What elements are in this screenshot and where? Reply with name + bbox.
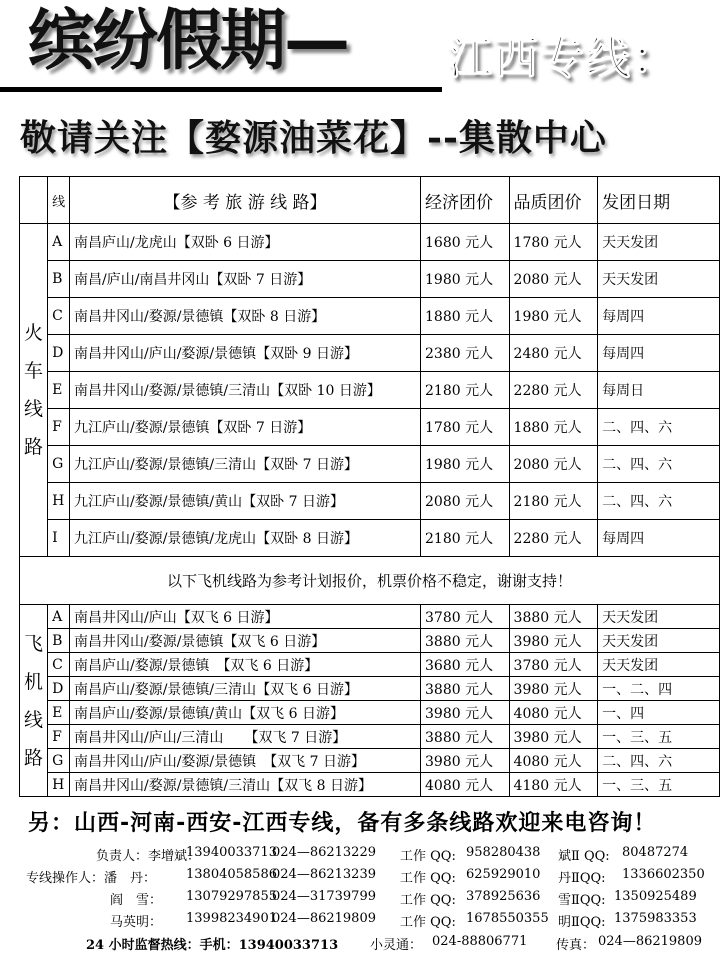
contact-qq2: 1336602350: [622, 867, 705, 882]
contact-phone: 024—86213239: [272, 867, 376, 882]
contact-mobile: 13940033713: [186, 845, 277, 860]
row-route: 南昌庐山/婺源/景德镇/黄山【双飞 6 日游】: [69, 701, 420, 725]
row-route: 南昌庐山/龙虎山【双卧 6 日游】: [69, 224, 420, 261]
row-route: 南昌井冈山/婺源/景德镇【双飞 6 日游】: [69, 629, 420, 653]
row-id: I: [48, 520, 70, 557]
row-economy: 3880 元人: [421, 629, 510, 653]
row-route: 九江庐山/婺源/景德镇/龙虎山【双卧 8 日游】: [69, 520, 420, 557]
row-date: 一、三、五: [598, 725, 720, 749]
contact-qq2: 80487274: [622, 845, 689, 860]
table-header-row: [20, 177, 720, 224]
row-date: 二、四、六: [598, 749, 720, 773]
row-quality: 2480 元人: [509, 335, 598, 372]
train-group-char: 火: [24, 322, 44, 344]
table-row: [20, 335, 720, 372]
table-row: [20, 749, 720, 773]
table-row: [20, 605, 720, 629]
row-date: 二、四、六: [598, 446, 720, 483]
row-economy: 2080 元人: [421, 483, 510, 520]
contact-qq2-label: 明ⅡQQ:: [558, 915, 606, 930]
table-row: [20, 773, 720, 797]
row-economy: 1980 元人: [421, 261, 510, 298]
row-economy: 3880 元人: [421, 677, 510, 701]
row-date: 一、三、五: [598, 773, 720, 797]
row-quality: 1780 元人: [509, 224, 598, 261]
row-quality: 3980 元人: [509, 725, 598, 749]
contact-mobile: 13804058586: [186, 867, 277, 882]
row-id: C: [48, 653, 70, 677]
header-quality: 品质团价: [509, 177, 598, 224]
row-id: A: [48, 224, 70, 261]
train-group-char: 线: [24, 398, 44, 420]
row-economy: 1780 元人: [421, 409, 510, 446]
row-economy: 2180 元人: [421, 372, 510, 409]
row-quality: 2080 元人: [509, 446, 598, 483]
row-quality: 1880 元人: [509, 409, 598, 446]
header-group-cell: [20, 177, 48, 224]
contact-mobile: 13998234901: [186, 911, 277, 926]
table-row: [20, 701, 720, 725]
row-quality: 4080 元人: [509, 749, 598, 773]
row-id: E: [48, 701, 70, 725]
train-group-label: [20, 224, 48, 557]
row-route: 南昌庐山/婺源/景德镇 【双飞 6 日游】: [69, 653, 420, 677]
hotline-label: 24 小时监督热线：手机：13940033713: [86, 938, 339, 953]
contact-qq: 378925636: [466, 889, 541, 904]
row-date: 每周四: [598, 335, 720, 372]
title-main: [28, 2, 348, 80]
contact-label: 负责人：李增斌：: [96, 849, 201, 864]
row-id: B: [48, 261, 70, 298]
row-id: D: [48, 677, 70, 701]
header-departure: 发团日期: [598, 177, 720, 224]
row-id: H: [48, 483, 70, 520]
contact-phone: 024—31739799: [272, 889, 376, 904]
row-economy: 3780 元人: [421, 605, 510, 629]
contact-qq-label: 工作 QQ:: [400, 915, 456, 930]
contact-qq-label: 工作 QQ:: [400, 871, 456, 886]
row-economy: 3880 元人: [421, 725, 510, 749]
table-row: [20, 372, 720, 409]
row-date: 每周日: [598, 372, 720, 409]
contact-phone: 024—86219809: [272, 911, 376, 926]
plane-group-char: 线: [24, 708, 44, 731]
row-economy: 3980 元人: [421, 749, 510, 773]
table-row: [20, 629, 720, 653]
row-route: 南昌井冈山/庐山/三清山 【双飞 7 日游】: [69, 725, 420, 749]
table-row: [20, 725, 720, 749]
header-route: 【参 考 旅 游 线 路】: [69, 177, 420, 224]
contact-qq: 958280438: [466, 845, 541, 860]
row-economy: 1880 元人: [421, 298, 510, 335]
row-route: 九江庐山/婺源/景德镇【双卧 7 日游】: [69, 409, 420, 446]
row-route: 南昌井冈山/庐山【双飞 6 日游】: [69, 605, 420, 629]
row-quality: 3980 元人: [509, 629, 598, 653]
table-row: [20, 677, 720, 701]
row-date: 天天发团: [598, 224, 720, 261]
row-route: 南昌井冈山/庐山/婺源/景德镇 【双飞 7 日游】: [69, 749, 420, 773]
row-quality: 2080 元人: [509, 261, 598, 298]
row-route: 九江庐山/婺源/景德镇/黄山【双卧 7 日游】: [69, 483, 420, 520]
row-quality: 1980 元人: [509, 298, 598, 335]
contact-qq-label: 工作 QQ:: [400, 893, 456, 908]
plane-group-char: 路: [24, 746, 44, 769]
row-route: 南昌井冈山/婺源/景德镇/三清山【双飞 8 日游】: [69, 773, 420, 797]
header-line: 线: [48, 177, 70, 224]
pager-number: 024-88806771: [432, 934, 528, 949]
row-quality: 3980 元人: [509, 677, 598, 701]
row-economy: 4080 元人: [421, 773, 510, 797]
fax-number: 024—86219809: [598, 934, 702, 949]
row-economy: 1680 元人: [421, 224, 510, 261]
table-row: [20, 224, 720, 261]
row-route: 九江庐山/婺源/景德镇/三清山【双卧 7 日游】: [69, 446, 420, 483]
row-economy: 3980 元人: [421, 701, 510, 725]
row-id: G: [48, 749, 70, 773]
train-group-char: 车: [24, 360, 44, 382]
table-row: [20, 409, 720, 446]
contact-qq: 1678550355: [466, 911, 549, 926]
row-id: A: [48, 605, 70, 629]
row-id: F: [48, 409, 70, 446]
row-route: 南昌/庐山/南昌井冈山【双卧 7 日游】: [69, 261, 420, 298]
row-date: 天天发团: [598, 629, 720, 653]
fax-label: 传真：: [556, 938, 596, 953]
row-quality: 4080 元人: [509, 701, 598, 725]
row-economy: 2180 元人: [421, 520, 510, 557]
pager-label: 小灵通：: [370, 938, 423, 953]
subtitle: 敬请关注【婺源油菜花】--集散中心: [20, 117, 607, 159]
table-row: [20, 483, 720, 520]
row-quality: 2280 元人: [509, 372, 598, 409]
table-row: [20, 298, 720, 335]
table-row: [20, 520, 720, 557]
extra-routes-line: 另：山西-河南-西安-江西专线，备有多条线路欢迎来电咨询！: [28, 811, 657, 836]
contact-mobile: 13079297855: [186, 889, 277, 904]
row-quality: 3780 元人: [509, 653, 598, 677]
row-route: 南昌井冈山/婺源/景德镇【双卧 8 日游】: [69, 298, 420, 335]
row-date: 一、四: [598, 701, 720, 725]
row-id: E: [48, 372, 70, 409]
header-economy: 经济团价: [421, 177, 510, 224]
row-date: 天天发团: [598, 261, 720, 298]
row-quality: 4180 元人: [509, 773, 598, 797]
row-date: 天天发团: [598, 653, 720, 677]
contact-qq2: 1375983353: [614, 911, 697, 926]
contact-label: 马英明：: [110, 915, 163, 930]
contact-qq2-label: 雪ⅡQQ:: [558, 893, 606, 908]
row-id: H: [48, 773, 70, 797]
note-row: [20, 557, 720, 605]
contact-label: 专线操作人：潘 丹：: [26, 871, 157, 886]
row-id: F: [48, 725, 70, 749]
row-economy: 1980 元人: [421, 446, 510, 483]
route-table: [19, 176, 720, 797]
contact-qq2-label: 斌Ⅱ QQ:: [558, 849, 610, 864]
row-id: C: [48, 298, 70, 335]
row-route: 南昌井冈山/婺源/景德镇/三清山【双卧 10 日游】: [69, 372, 420, 409]
title-dash: —: [284, 2, 348, 79]
contact-qq: 625929010: [466, 867, 541, 882]
table-row: [20, 446, 720, 483]
row-date: 每周四: [598, 298, 720, 335]
row-date: 二、四、六: [598, 409, 720, 446]
row-route: 南昌庐山/婺源/景德镇/三清山【双飞 6 日游】: [69, 677, 420, 701]
row-quality: 2180 元人: [509, 483, 598, 520]
title-underline: [0, 87, 442, 92]
region-title: 江西专线：: [448, 33, 678, 84]
train-group-char: 路: [24, 436, 44, 458]
plane-group-char: 机: [24, 670, 44, 693]
contact-qq2-label: 丹ⅡQQ:: [558, 871, 606, 886]
row-date: 每周四: [598, 520, 720, 557]
row-quality: 2280 元人: [509, 520, 598, 557]
plane-group-char: 飞: [24, 632, 44, 655]
contact-phone: 024—86213229: [272, 845, 376, 860]
row-economy: 3680 元人: [421, 653, 510, 677]
table-row: [20, 261, 720, 298]
row-id: G: [48, 446, 70, 483]
title-text: 缤纷假期: [28, 2, 284, 79]
row-date: 一、二、四: [598, 677, 720, 701]
table-row: [20, 653, 720, 677]
contact-qq-label: 工作 QQ:: [400, 849, 456, 864]
row-id: B: [48, 629, 70, 653]
row-date: 二、四、六: [598, 483, 720, 520]
row-date: 天天发团: [598, 605, 720, 629]
contact-qq2: 1350925489: [614, 889, 697, 904]
plane-note: 以下飞机线路为参考计划报价，机票价格不稳定，谢谢支持！: [20, 557, 720, 605]
row-quality: 3880 元人: [509, 605, 598, 629]
plane-group-label: [20, 605, 48, 797]
row-economy: 2380 元人: [421, 335, 510, 372]
contact-label: 阎 雪：: [110, 893, 163, 908]
row-route: 南昌井冈山/庐山/婺源/景德镇【双卧 9 日游】: [69, 335, 420, 372]
row-id: D: [48, 335, 70, 372]
